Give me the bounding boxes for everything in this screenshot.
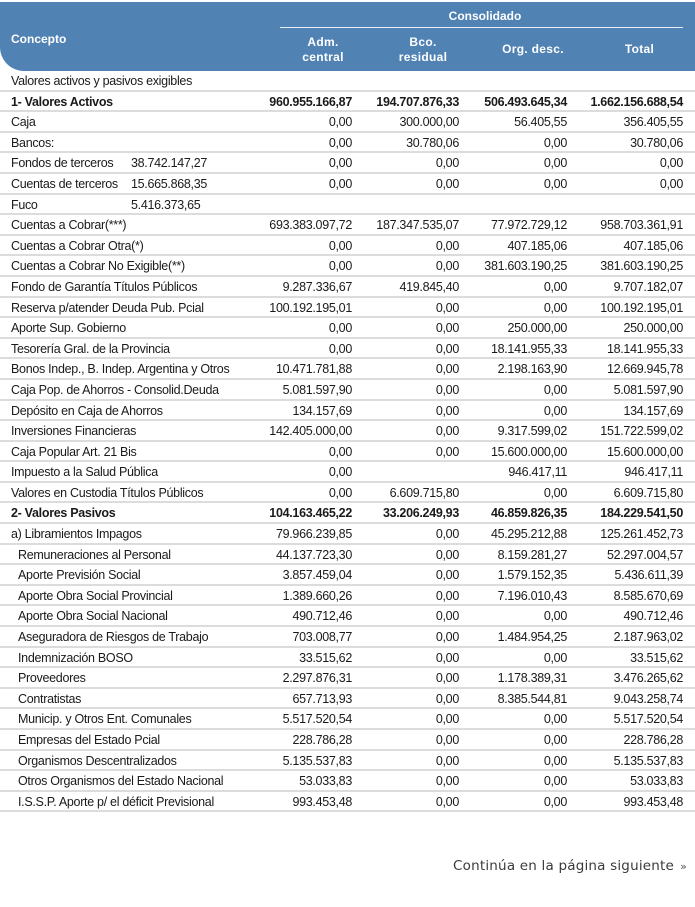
row-label: Bancos:: [11, 135, 55, 150]
cell-total: 30.780,06: [630, 135, 683, 150]
table-row: [0, 174, 695, 195]
cell-org-desc: 0,00: [543, 609, 567, 624]
cell-bco-residual: 0,00: [435, 238, 459, 253]
financial-table: [0, 71, 695, 812]
cell-org-desc: 45.295.212,88: [490, 527, 567, 542]
row-label: Empresas del Estado Pcial: [18, 733, 160, 747]
row-label: Fondos de terceros: [11, 156, 114, 171]
header-bco-line2: residual: [398, 50, 448, 64]
row-sub-amount: 5.416.373,65: [131, 197, 201, 212]
table-header: [0, 2, 695, 71]
cell-adm-central: 0,00: [328, 176, 352, 191]
row-sub-amount: 15.665.868,35: [131, 176, 208, 191]
table-row: [0, 359, 695, 380]
cell-org-desc: 18.141.955,33: [490, 341, 567, 356]
row-label: Municip. y Otros Ent. Comunales: [18, 712, 192, 727]
cell-total: 2.187.963,02: [613, 630, 683, 645]
row-label: Cuentas a Cobrar Otra(*): [11, 238, 144, 253]
cell-bco-residual: 0,00: [435, 588, 459, 603]
row-label: Valores en Custodia Títulos Públicos: [11, 485, 204, 500]
cell-bco-residual: 0,00: [435, 733, 459, 747]
cell-bco-residual: 0,00: [435, 630, 459, 645]
header-adm-line2: central: [302, 50, 344, 64]
row-label: Cuentas a Cobrar(***): [11, 218, 127, 233]
cell-total: 5.081.597,90: [613, 382, 683, 397]
row-label: Bonos Indep., B. Indep. Argentina y Otros: [11, 362, 230, 377]
cell-adm-central: 3.857.459,04: [282, 568, 352, 583]
cell-adm-central: 703.008,77: [292, 630, 352, 645]
cell-adm-central: 5.517.520,54: [282, 712, 352, 727]
row-label: Aporte Sup. Gobierno: [11, 321, 126, 336]
cell-adm-central: 134.157,69: [292, 403, 352, 418]
cell-adm-central: 0,00: [328, 341, 352, 356]
table-row: [0, 606, 695, 627]
cell-adm-central: 0,00: [328, 115, 352, 130]
cell-adm-central: 2.297.876,31: [282, 671, 352, 686]
row-label: Depósito en Caja de Ahorros: [11, 403, 163, 418]
row-sub-amount: 38.742.147,27: [131, 156, 208, 171]
cell-total: 490.712,46: [623, 609, 683, 624]
table-row: [0, 668, 695, 689]
cell-adm-central: 0,00: [328, 135, 352, 150]
row-label: Indemnización BOSO: [18, 650, 133, 665]
cell-total: 151.722.599,02: [600, 424, 683, 439]
header-adm-line1: Adm.: [307, 35, 339, 49]
cell-org-desc: 7.196.010,43: [497, 588, 567, 603]
table-row: [0, 401, 695, 422]
cell-bco-residual: 33.206.249,93: [382, 506, 459, 521]
cell-org-desc: 381.603.190,25: [484, 259, 567, 274]
table-row: [0, 751, 695, 772]
table-row: [0, 483, 695, 504]
table-row: [0, 442, 695, 463]
table-row: [0, 92, 695, 113]
cell-bco-residual: 0,00: [435, 547, 459, 562]
row-label: Reserva p/atender Deuda Pub. Pcial: [11, 300, 204, 315]
cell-org-desc: 0,00: [543, 176, 567, 191]
cell-total: 958.703.361,91: [600, 218, 683, 233]
cell-org-desc: 0,00: [543, 485, 567, 500]
cell-bco-residual: 0,00: [435, 712, 459, 727]
cell-org-desc: 0,00: [543, 300, 567, 315]
row-label: 1- Valores Activos: [11, 94, 113, 109]
cell-bco-residual: 0,00: [435, 774, 459, 789]
header-divider: [280, 27, 683, 28]
cell-org-desc: 0,00: [543, 774, 567, 789]
cell-org-desc: 1.178.389,31: [497, 671, 567, 686]
cell-adm-central: 0,00: [328, 444, 352, 459]
cell-bco-residual: 0,00: [435, 362, 459, 377]
table-row: [0, 565, 695, 586]
cell-bco-residual: 0,00: [435, 176, 459, 191]
cell-adm-central: 228.786,28: [292, 733, 352, 747]
cell-org-desc: 946.417,11: [508, 465, 567, 480]
cell-total: 3.476.265,62: [613, 671, 683, 686]
header-total: Total: [624, 42, 655, 56]
row-label: Caja Pop. de Ahorros - Consolid.Deuda: [11, 382, 219, 397]
cell-org-desc: 0,00: [543, 733, 567, 747]
row-label: Organismos Descentralizados: [18, 753, 177, 768]
cell-total: 33.515,62: [630, 650, 683, 665]
cell-adm-central: 0,00: [328, 259, 352, 274]
row-label: Otros Organismos del Estado Nacional: [18, 774, 224, 789]
cell-total: 0,00: [659, 156, 683, 171]
cell-org-desc: 506.493.645,34: [484, 94, 567, 109]
cell-adm-central: 100.192.195,01: [269, 300, 352, 315]
cell-total: 993.453,48: [623, 794, 683, 809]
row-label: a) Libramientos Impagos: [11, 527, 142, 542]
cell-org-desc: 8.385.544,81: [497, 691, 567, 706]
table-row: [0, 586, 695, 607]
cell-org-desc: 8.159.281,27: [497, 547, 567, 562]
row-label: Tesorería Gral. de la Provincia: [11, 341, 170, 356]
cell-org-desc: 0,00: [543, 382, 567, 397]
cell-org-desc: 0,00: [543, 135, 567, 150]
table-row: [0, 503, 695, 524]
table-row: [0, 339, 695, 360]
cell-bco-residual: 0,00: [435, 609, 459, 624]
cell-adm-central: 993.453,48: [292, 794, 352, 809]
row-label: Remuneraciones al Personal: [18, 547, 171, 562]
cell-adm-central: 657.713,93: [292, 691, 352, 706]
cell-bco-residual: 0,00: [435, 321, 459, 336]
cell-total: 228.786,28: [623, 733, 683, 747]
table-row: [0, 112, 695, 133]
cell-total: 5.436.611,39: [614, 568, 683, 583]
header-org-desc: Org. desc.: [502, 42, 564, 56]
cell-bco-residual: 0,00: [435, 568, 459, 583]
cell-bco-residual: 0,00: [435, 444, 459, 459]
cell-bco-residual: 0,00: [435, 691, 459, 706]
cell-adm-central: 960.955.166,87: [269, 94, 352, 109]
cell-bco-residual: 6.609.715,80: [389, 485, 459, 500]
cell-total: 5.517.520,54: [613, 712, 683, 727]
cell-bco-residual: 0,00: [435, 527, 459, 542]
row-label: Aporte Obra Social Provincial: [18, 588, 173, 603]
cell-adm-central: 79.966.239,85: [275, 527, 352, 542]
cell-bco-residual: 0,00: [435, 259, 459, 274]
row-label: Inversiones Financieras: [11, 424, 137, 439]
row-label: Contratistas: [18, 691, 82, 706]
cell-org-desc: 0,00: [543, 794, 567, 809]
cell-bco-residual: 0,00: [435, 671, 459, 686]
cell-bco-residual: 0,00: [435, 300, 459, 315]
cell-total: 15.600.000,00: [606, 444, 683, 459]
cell-total: 184.229.541,50: [600, 506, 683, 521]
cell-total: 356.405,55: [623, 115, 683, 130]
cell-total: 9.043.258,74: [613, 691, 683, 706]
table-row: [0, 195, 695, 216]
row-label: I.S.S.P. Aporte p/ el déficit Previsional: [18, 794, 214, 809]
cell-adm-central: 5.135.537,83: [282, 753, 352, 768]
table-row: [0, 689, 695, 710]
cell-total: 53.033,83: [630, 774, 683, 789]
cell-bco-residual: 419.845,40: [399, 279, 459, 294]
cell-bco-residual: 194.707.876,33: [376, 94, 459, 109]
row-label: Aporte Previsión Social: [18, 568, 141, 583]
row-label: Impuesto a la Salud Pública: [11, 465, 158, 480]
cell-bco-residual: 0,00: [435, 753, 459, 768]
cell-org-desc: 1.484.954,25: [497, 630, 567, 645]
header-concepto: Concepto: [11, 32, 67, 46]
table-row: [0, 462, 695, 483]
continuation-text: Continúa en la página siguiente: [453, 858, 675, 874]
cell-total: 0,00: [659, 176, 683, 191]
cell-org-desc: 2.198.163,90: [497, 362, 567, 377]
row-label: Fondo de Garantía Títulos Públicos: [11, 279, 198, 294]
cell-total: 100.192.195,01: [600, 300, 683, 315]
table-row: [0, 298, 695, 319]
table-row: [0, 627, 695, 648]
table-row: [0, 545, 695, 566]
table-row: [0, 792, 695, 813]
row-label: Aporte Obra Social Nacional: [18, 609, 168, 624]
table-row: [0, 153, 695, 174]
table-row: [0, 730, 695, 751]
cell-total: 18.141.955,33: [606, 341, 683, 356]
table-row: [0, 421, 695, 442]
cell-adm-central: 142.405.000,00: [269, 424, 352, 439]
cell-org-desc: 56.405,55: [514, 115, 567, 130]
table-row: [0, 71, 695, 92]
table-row: [0, 709, 695, 730]
double-chevron-right-icon: »: [680, 860, 687, 873]
cell-adm-central: 0,00: [328, 156, 352, 171]
row-label: Fuco: [11, 197, 38, 212]
cell-total: 407.185,06: [623, 238, 683, 253]
cell-total: 125.261.452,73: [600, 527, 683, 542]
cell-total: 250.000,00: [623, 321, 683, 336]
cell-adm-central: 10.471.781,88: [275, 362, 352, 377]
row-label: Cuentas de terceros: [11, 176, 118, 191]
cell-adm-central: 44.137.723,30: [275, 547, 352, 562]
table-row: [0, 524, 695, 545]
cell-bco-residual: 0,00: [435, 156, 459, 171]
cell-adm-central: 5.081.597,90: [282, 382, 352, 397]
table-row: [0, 648, 695, 669]
cell-bco-residual: 0,00: [435, 341, 459, 356]
table-row: [0, 236, 695, 257]
cell-total: 1.662.156.688,54: [590, 94, 683, 109]
cell-total: 52.297.004,57: [606, 547, 683, 562]
cell-adm-central: 104.163.465,22: [269, 506, 352, 521]
cell-org-desc: 250.000,00: [507, 321, 567, 336]
table-row: [0, 133, 695, 154]
cell-total: 946.417,11: [624, 465, 683, 480]
cell-org-desc: 407.185,06: [507, 238, 567, 253]
cell-org-desc: 0,00: [543, 650, 567, 665]
cell-adm-central: 0,00: [328, 321, 352, 336]
cell-org-desc: 0,00: [543, 753, 567, 768]
row-label: Cuentas a Cobrar No Exigible(**): [11, 259, 185, 274]
cell-org-desc: 46.859.826,35: [490, 506, 567, 521]
header-adm-central: [278, 35, 368, 65]
cell-org-desc: 77.972.729,12: [490, 218, 567, 233]
row-label: 2- Valores Pasivos: [11, 506, 116, 521]
table-row: [0, 215, 695, 236]
cell-org-desc: 15.600.000,00: [490, 444, 567, 459]
cell-total: 381.603.190,25: [600, 259, 683, 274]
cell-bco-residual: 0,00: [435, 403, 459, 418]
cell-total: 9.707.182,07: [613, 279, 683, 294]
cell-adm-central: 490.712,46: [292, 609, 352, 624]
cell-adm-central: 1.389.660,26: [282, 588, 352, 603]
cell-org-desc: 0,00: [543, 712, 567, 727]
cell-bco-residual: 187.347.535,07: [376, 218, 459, 233]
row-label: Proveedores: [18, 671, 86, 686]
cell-adm-central: 0,00: [328, 465, 352, 480]
continuation-note: [453, 858, 687, 874]
cell-adm-central: 693.383.097,72: [269, 218, 352, 233]
cell-org-desc: 9.317.599,02: [497, 424, 567, 439]
cell-org-desc: 0,00: [543, 279, 567, 294]
cell-adm-central: 9.287.336,67: [282, 279, 352, 294]
header-bco-residual: [378, 35, 468, 65]
header-bco-line1: Bco.: [409, 35, 437, 49]
cell-bco-residual: 0,00: [435, 650, 459, 665]
table-row: [0, 380, 695, 401]
cell-bco-residual: 0,00: [435, 382, 459, 397]
cell-org-desc: 0,00: [543, 403, 567, 418]
cell-total: 8.585.670,69: [613, 588, 683, 603]
cell-adm-central: 0,00: [328, 238, 352, 253]
cell-adm-central: 0,00: [328, 485, 352, 500]
cell-bco-residual: 0,00: [435, 424, 459, 439]
cell-adm-central: 53.033,83: [299, 774, 352, 789]
row-label: Valores activos y pasivos exigibles: [11, 74, 193, 88]
cell-bco-residual: 30.780,06: [406, 135, 459, 150]
row-label: Caja: [11, 115, 36, 130]
cell-org-desc: 0,00: [543, 156, 567, 171]
cell-bco-residual: 0,00: [435, 794, 459, 809]
table-row: [0, 318, 695, 339]
row-label: Caja Popular Art. 21 Bis: [11, 444, 137, 459]
cell-total: 5.135.537,83: [613, 753, 683, 768]
table-row: [0, 256, 695, 277]
table-row: [0, 277, 695, 298]
row-label: Aseguradora de Riesgos de Trabajo: [18, 630, 209, 645]
cell-total: 134.157,69: [623, 403, 683, 418]
cell-total: 6.609.715,80: [613, 485, 683, 500]
cell-bco-residual: 300.000,00: [399, 115, 459, 130]
cell-total: 12.669.945,78: [606, 362, 683, 377]
cell-org-desc: 1.579.152,35: [497, 568, 567, 583]
header-consolidado: Consolidado: [448, 9, 522, 23]
table-row: [0, 771, 695, 792]
cell-adm-central: 33.515,62: [299, 650, 352, 665]
